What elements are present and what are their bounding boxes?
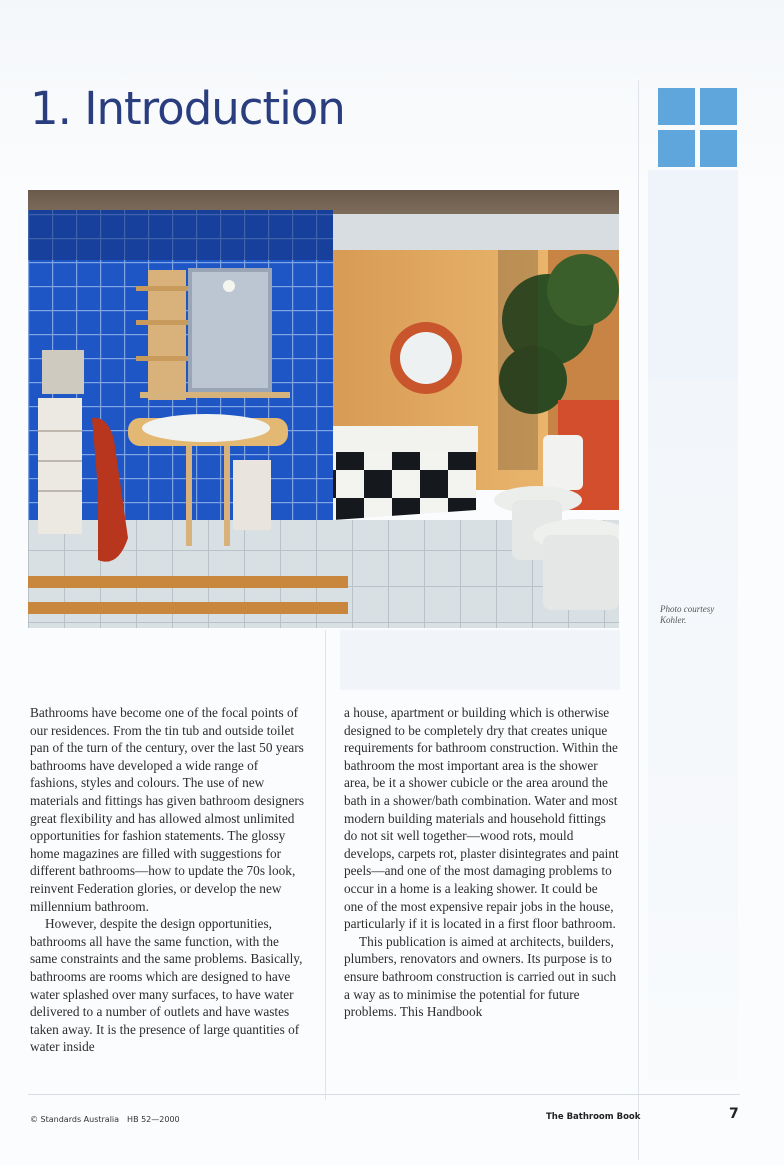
page-number: 7: [729, 1106, 739, 1122]
paragraph: Bathrooms have become one of the focal points of our residences. From the tin tub and outside toilet pan of the turn of the century, over the last 50 years bathrooms have developed a wide range of fashions, styles and colours. The use of new materials and fittings has given bathroom designers great flexibility and has allowed almost unlimited opportunities for fashion statements. The glossy home magazines are filled with suggestions for different bathrooms—how to update the 70s look, reinvent Federation glories, or develop the new millennium bathroom.: [30, 705, 305, 914]
paragraph: a house, apartment or building which is otherwise designed to be completely dry that creates unique requirements for bathroom construction. Within the bathroom the most important area is the shower area, be it a shower cubicle or the area around the bath in a shower/bath combination. Water and most modern building materials and household fittings do not sit well together—wood rots, mould develops, carpets rot, plaster disintegrates and paint peels—and one of the most damaging problems to occur in a home is a leaking shower. It could be one of the most expensive repair jobs in the house, particularly if it is located in a first floor bathroom.: [344, 705, 619, 932]
page-tint: [648, 380, 738, 1080]
body-column-right: [344, 704, 619, 1021]
decorative-squares-icon: [658, 88, 738, 168]
paragraph: This publication is aimed at architects, builders, plumbers, renovators and owners. Its purpose is to ensure bathroom construction is carried out in such a way as to minimise the potential for future problems. This Handbook: [344, 933, 617, 1020]
column-rule: [638, 80, 639, 1160]
footer-rule: [28, 1094, 740, 1095]
page-tint: [340, 630, 620, 690]
photo-credit: Photo courtesy Kohler.: [660, 604, 715, 625]
page-title: 1. Introduction: [30, 82, 345, 135]
footer-copyright: [30, 1115, 180, 1124]
footer-book-title: The Bathroom Book: [546, 1112, 641, 1122]
column-rule: [325, 630, 326, 1100]
copyright-text: © Standards Australia: [30, 1115, 120, 1124]
paragraph: However, despite the design opportunities, bathrooms all have the same function, with the same constraints and the same problems. Basically, bathrooms are rooms which are designed to have water splashed over many surfaces, to have water delivered to a number of outlets and have wastes taken away. It is the presence of large quantities of water inside: [30, 916, 303, 1055]
body-column-left: [30, 704, 305, 1056]
document-code: HB 52—2000: [127, 1115, 180, 1124]
page-tint: [648, 170, 738, 380]
bathroom-photo: [28, 190, 619, 628]
